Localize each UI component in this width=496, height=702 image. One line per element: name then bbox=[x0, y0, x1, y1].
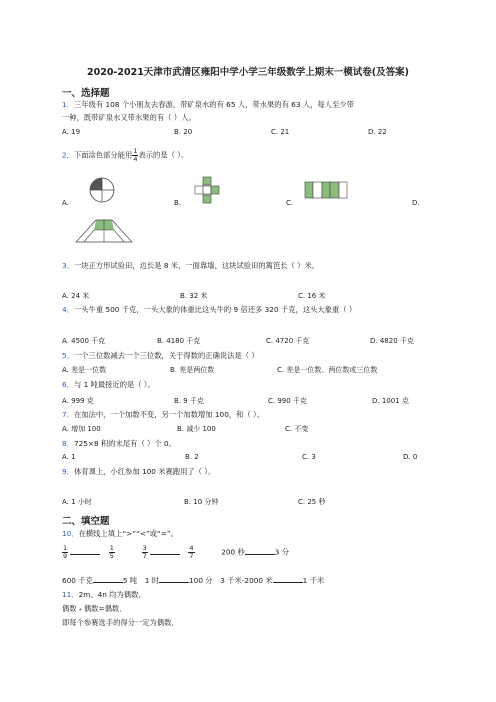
question-number: 5． bbox=[62, 351, 74, 360]
answer-blank[interactable] bbox=[245, 547, 275, 555]
option-b: B. 20 bbox=[174, 128, 193, 136]
option-b: B. 4180 千克 bbox=[157, 337, 201, 345]
option-c: C. 990 千克 bbox=[268, 397, 307, 405]
question-11 bbox=[62, 590, 146, 600]
question-text: 2m、4n 均为偶数． bbox=[78, 590, 146, 599]
question-number: 1． bbox=[62, 100, 74, 109]
question-text: 下面涂色部分能用 bbox=[73, 150, 133, 160]
fraction-denominator: 4 bbox=[133, 155, 138, 163]
option-b: B. 32 米 bbox=[180, 292, 208, 300]
option-b: B. 2 bbox=[185, 453, 199, 461]
cross-shape-figure bbox=[193, 176, 221, 204]
question-text: 与 1 吨最接近的是（ ）。 bbox=[73, 380, 155, 389]
option-c: C. 差是一位数、两位数或三位数 bbox=[277, 366, 378, 374]
fraction-numerator: 3 bbox=[142, 544, 147, 552]
fraction bbox=[62, 545, 68, 560]
answer-blank[interactable] bbox=[70, 547, 100, 555]
comparison-row-1 bbox=[62, 545, 289, 560]
question-text: 表示的是（ ）。 bbox=[138, 150, 189, 160]
comparison-row-2 bbox=[62, 575, 324, 586]
option-a: A. 24 米 bbox=[62, 292, 90, 300]
option-a: A. 1 bbox=[62, 453, 76, 461]
question-7 bbox=[62, 410, 264, 420]
strip-figure bbox=[304, 181, 348, 199]
question-text: 一个三位数减去一个三位数，关于得数的正确说法是（ ） bbox=[73, 351, 259, 360]
answer-blank[interactable] bbox=[273, 575, 303, 583]
option-c: C. 不变 bbox=[285, 425, 309, 433]
question-text: 一块正方形试验田，边长是 8 米，一面靠墙，这块试验田的篱笆长（ ）米。 bbox=[73, 261, 320, 270]
option-d: D. 22 bbox=[368, 128, 387, 136]
option-a: A. 1 小时 bbox=[62, 498, 92, 506]
question-10 bbox=[62, 529, 178, 539]
question-3 bbox=[62, 261, 319, 271]
option-c: C. 16 米 bbox=[298, 292, 326, 300]
question-1-line-2: 一种，既带矿泉水又带水果的有（ ）人。 bbox=[62, 113, 196, 122]
fraction-denominator: 9 bbox=[63, 552, 68, 560]
question-text: 三年级有 108 个小朋友去春游，带矿泉水的有 65 人，带水果的有 63 人，每人至少带 bbox=[73, 100, 354, 109]
question-11-line-3: 即每个参赛选手的得分一定为偶数． bbox=[62, 618, 179, 627]
comparison-right: 1 千米 bbox=[302, 576, 325, 585]
fraction-numerator: 1 bbox=[109, 544, 114, 552]
page-title: 2020-2021天津市武清区雍阳中学小学三年级数学上期末一模试卷(及答案) bbox=[86, 67, 409, 78]
fraction bbox=[188, 545, 194, 560]
option-d: D. 1001 克 bbox=[372, 397, 409, 405]
question-6 bbox=[62, 380, 155, 390]
option-c: C. 25 秒 bbox=[298, 498, 326, 506]
option-b: B. 减少 100 bbox=[177, 425, 216, 433]
option-c: C. 4720 千克 bbox=[266, 337, 310, 345]
option-d: D. bbox=[412, 199, 420, 207]
section-heading-choice: 一、选择题 bbox=[62, 88, 110, 99]
question-number: 6． bbox=[62, 380, 74, 389]
comparison-left: 3 千米-2000 米 bbox=[220, 576, 273, 585]
option-a: A. 4500 千克 bbox=[62, 337, 106, 345]
question-11-line-2: 偶数﹢偶数=偶数． bbox=[62, 604, 127, 613]
question-text: 一头牛重 500 千克，一头大象的体重比这头牛的 9 倍还多 320 千克，这头大象重（ ） bbox=[73, 305, 357, 314]
question-9 bbox=[62, 467, 215, 477]
question-8 bbox=[62, 439, 176, 449]
fraction-numerator: 1 bbox=[133, 147, 138, 155]
question-text: 725×8 积的末尾有（ ）个 0。 bbox=[73, 439, 176, 448]
trapezoid-figure bbox=[74, 218, 134, 244]
fraction-denominator: 7 bbox=[142, 552, 147, 560]
option-c: C. bbox=[286, 199, 294, 207]
option-c: C. 21 bbox=[271, 128, 290, 136]
question-number: 8． bbox=[62, 439, 74, 448]
question-number: 7． bbox=[62, 410, 74, 419]
comparison-left: 1 时 bbox=[144, 576, 160, 585]
answer-blank[interactable] bbox=[159, 575, 189, 583]
option-c: C. 3 bbox=[302, 453, 316, 461]
question-number: 3． bbox=[62, 261, 74, 270]
option-b: B. 差是两位数 bbox=[170, 366, 215, 374]
question-number: 9． bbox=[62, 467, 74, 476]
fraction-numerator: 4 bbox=[189, 544, 194, 552]
question-4 bbox=[62, 305, 356, 315]
comparison-left: 200 秒 bbox=[221, 547, 245, 557]
question-1-line-1 bbox=[62, 100, 354, 110]
option-a: A. 差是一位数 bbox=[62, 366, 107, 374]
option-a: A. 999 克 bbox=[62, 397, 94, 405]
answer-blank[interactable] bbox=[93, 575, 123, 583]
comparison-left: 600 千克 bbox=[62, 576, 93, 585]
question-number: 11． bbox=[62, 590, 79, 599]
question-text: 在加法中，一个加数不变，另一个加数增加 100，和（ ）。 bbox=[73, 410, 264, 419]
option-a: A. bbox=[62, 199, 69, 207]
option-b: B. bbox=[174, 199, 182, 207]
comparison-right: 5 吨 bbox=[122, 576, 138, 585]
comparison-right: 100 分 bbox=[189, 576, 213, 585]
fraction bbox=[142, 545, 148, 560]
option-d: D. 4820 千克 bbox=[370, 337, 414, 345]
fraction-numerator: 1 bbox=[63, 544, 68, 552]
option-a: A. 19 bbox=[62, 128, 81, 136]
section-heading-fill-in: 二、填空题 bbox=[62, 516, 110, 527]
option-a: A. 增加 100 bbox=[62, 425, 101, 433]
question-number: 2． bbox=[62, 150, 74, 160]
answer-blank[interactable] bbox=[150, 547, 180, 555]
comparison-right: 3 分 bbox=[274, 547, 289, 557]
question-number: 10． bbox=[62, 529, 79, 538]
question-text: 体育课上，小红参加 100 米赛跑用了（ ）。 bbox=[73, 467, 216, 476]
question-number: 4． bbox=[62, 305, 74, 314]
fraction bbox=[109, 545, 115, 560]
fraction-denominator: 5 bbox=[109, 552, 114, 560]
fraction-denominator: 7 bbox=[189, 552, 194, 560]
question-2 bbox=[62, 148, 188, 163]
question-text: 在横线上填上“>”“<”或“=”。 bbox=[78, 529, 178, 538]
option-d: D. 0 bbox=[403, 453, 418, 461]
option-b: B. 10 分钟 bbox=[184, 498, 219, 506]
option-b: B. 9 千克 bbox=[174, 397, 204, 405]
question-5 bbox=[62, 351, 259, 361]
circle-figure bbox=[88, 176, 116, 204]
